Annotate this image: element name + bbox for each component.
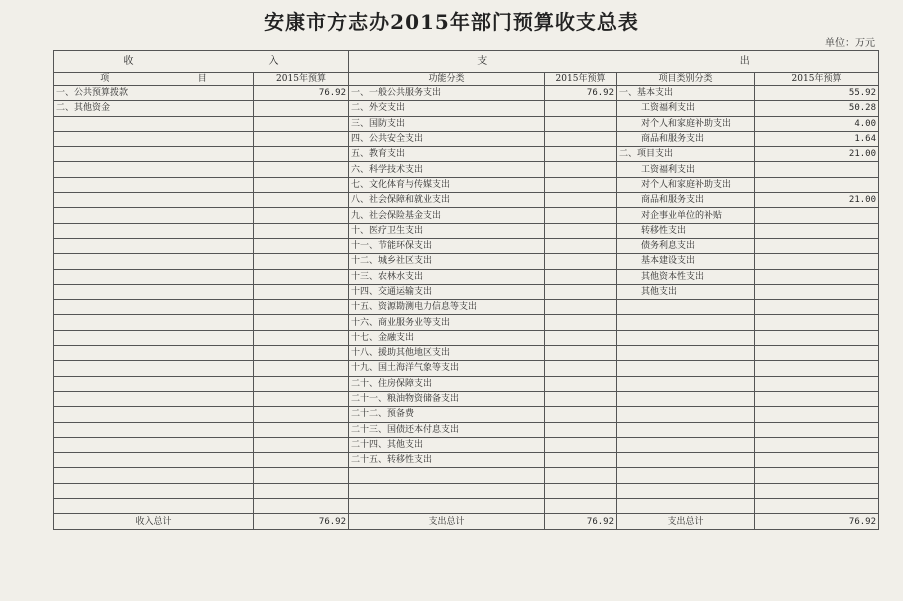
table-row — [54, 147, 879, 162]
category-item-cell: 商品和服务支出 — [617, 193, 755, 208]
category-item-cell: 对个人和家庭补助支出 — [617, 177, 755, 192]
income-value-cell — [254, 300, 349, 315]
category-item-cell — [617, 315, 755, 330]
category-item-cell — [617, 468, 755, 483]
function-item-cell: 二十四、其他支出 — [349, 437, 545, 452]
income-value-cell — [254, 346, 349, 361]
income-value-cell — [254, 162, 349, 177]
table-row — [54, 407, 879, 422]
category-item-cell: 其他支出 — [617, 284, 755, 299]
table-row — [54, 223, 879, 238]
income-item-cell — [54, 407, 254, 422]
category-value-cell — [755, 422, 879, 437]
category-value-cell: 55.92 — [755, 86, 879, 101]
income-header: 收 入 — [54, 51, 349, 73]
function-item-cell: 十一、节能环保支出 — [349, 238, 545, 253]
income-value-cell — [254, 361, 349, 376]
income-item-cell — [54, 254, 254, 269]
income-item-cell — [54, 131, 254, 146]
income-item-cell — [54, 300, 254, 315]
function-value-cell — [545, 162, 617, 177]
function-value-cell — [545, 499, 617, 514]
table-row — [54, 376, 879, 391]
income-total-label: 收入总计 — [54, 514, 254, 530]
function-value-cell — [545, 177, 617, 192]
income-value-cell — [254, 376, 349, 391]
table-row — [54, 315, 879, 330]
function-value-cell — [545, 116, 617, 131]
category-value-cell: 21.00 — [755, 193, 879, 208]
income-item-cell — [54, 162, 254, 177]
function-value-cell — [545, 483, 617, 498]
function-value-cell: 76.92 — [545, 86, 617, 101]
col-budget-income-header: 2015年预算 — [254, 73, 349, 86]
category-item-cell — [617, 346, 755, 361]
income-value-cell — [254, 101, 349, 116]
income-value-cell — [254, 208, 349, 223]
category-item-cell — [617, 483, 755, 498]
function-value-cell — [545, 131, 617, 146]
function-item-cell: 十五、资源勘测电力信息等支出 — [349, 300, 545, 315]
income-item-cell — [54, 376, 254, 391]
income-item-cell — [54, 346, 254, 361]
category-value-cell: 21.00 — [755, 147, 879, 162]
function-value-cell — [545, 361, 617, 376]
income-item-cell — [54, 453, 254, 468]
table-row — [54, 391, 879, 406]
category-value-cell — [755, 162, 879, 177]
table-row — [54, 453, 879, 468]
income-value-cell: 76.92 — [254, 86, 349, 101]
function-value-cell — [545, 254, 617, 269]
income-item-cell — [54, 361, 254, 376]
table-row — [54, 162, 879, 177]
table-row — [54, 346, 879, 361]
function-value-cell — [545, 101, 617, 116]
table-row — [54, 116, 879, 131]
table-row — [54, 483, 879, 498]
income-value-cell — [254, 437, 349, 452]
function-value-cell — [545, 238, 617, 253]
category-value-cell — [755, 269, 879, 284]
table-row — [54, 238, 879, 253]
function-item-cell: 二十五、转移性支出 — [349, 453, 545, 468]
function-value-cell — [545, 468, 617, 483]
col-cat-header: 项目类别分类 — [617, 73, 755, 86]
category-total-label: 支出总计 — [617, 514, 755, 530]
category-item-cell: 对个人和家庭补助支出 — [617, 116, 755, 131]
category-item-cell — [617, 330, 755, 345]
table-row — [54, 330, 879, 345]
income-item-cell — [54, 208, 254, 223]
category-value-cell — [755, 407, 879, 422]
category-value-cell — [755, 330, 879, 345]
function-item-cell: 八、社会保障和就业支出 — [349, 193, 545, 208]
table-row — [54, 300, 879, 315]
function-item-cell: 三、国防支出 — [349, 116, 545, 131]
category-value-cell — [755, 284, 879, 299]
table-row — [54, 193, 879, 208]
function-value-cell — [545, 208, 617, 223]
income-value-cell — [254, 315, 349, 330]
income-item-cell — [54, 391, 254, 406]
function-item-cell: 六、科学技术支出 — [349, 162, 545, 177]
function-value-cell — [545, 269, 617, 284]
function-value-cell — [545, 422, 617, 437]
income-value-cell — [254, 391, 349, 406]
function-value-cell — [545, 223, 617, 238]
income-value-cell — [254, 468, 349, 483]
function-value-cell — [545, 147, 617, 162]
category-item-cell — [617, 499, 755, 514]
income-value-cell — [254, 131, 349, 146]
function-total-label: 支出总计 — [349, 514, 545, 530]
income-value-cell — [254, 453, 349, 468]
table-row — [54, 86, 879, 101]
category-value-cell — [755, 300, 879, 315]
category-item-cell: 工资福利支出 — [617, 101, 755, 116]
function-value-cell — [545, 376, 617, 391]
category-value-cell — [755, 238, 879, 253]
income-item-cell — [54, 483, 254, 498]
income-item-cell: 一、公共预算拨款 — [54, 86, 254, 101]
function-item-cell — [349, 499, 545, 514]
category-total-value: 76.92 — [755, 514, 879, 530]
income-value-cell — [254, 116, 349, 131]
income-item-cell — [54, 284, 254, 299]
footer-row — [54, 514, 879, 530]
income-item-cell — [54, 238, 254, 253]
unit-label: 单位：万元 — [825, 38, 875, 49]
category-value-cell: 1.64 — [755, 131, 879, 146]
category-value-cell — [755, 254, 879, 269]
function-value-cell — [545, 284, 617, 299]
income-value-cell — [254, 223, 349, 238]
category-item-cell: 债务利息支出 — [617, 238, 755, 253]
category-value-cell: 50.28 — [755, 101, 879, 116]
function-item-cell — [349, 468, 545, 483]
category-item-cell — [617, 422, 755, 437]
category-item-cell: 商品和服务支出 — [617, 131, 755, 146]
col-func-header: 功能分类 — [349, 73, 545, 86]
category-item-cell: 其他资本性支出 — [617, 269, 755, 284]
category-item-cell: 一、基本支出 — [617, 86, 755, 101]
category-item-cell: 二、项目支出 — [617, 147, 755, 162]
table-row — [54, 437, 879, 452]
function-item-cell — [349, 483, 545, 498]
income-value-cell — [254, 483, 349, 498]
category-value-cell — [755, 376, 879, 391]
income-value-cell — [254, 177, 349, 192]
function-item-cell: 四、公共安全支出 — [349, 131, 545, 146]
function-total-value: 76.92 — [545, 514, 617, 530]
table-row — [54, 101, 879, 116]
income-item-cell — [54, 177, 254, 192]
table-row — [54, 177, 879, 192]
function-item-cell: 二、外交支出 — [349, 101, 545, 116]
income-value-cell — [254, 407, 349, 422]
category-item-cell — [617, 391, 755, 406]
table-row — [54, 499, 879, 514]
category-item-cell — [617, 300, 755, 315]
function-item-cell: 十、医疗卫生支出 — [349, 223, 545, 238]
category-value-cell — [755, 177, 879, 192]
table-row — [54, 269, 879, 284]
expense-header: 支 出 — [349, 51, 879, 73]
income-item-cell: 二、其他资金 — [54, 101, 254, 116]
category-value-cell: 4.00 — [755, 116, 879, 131]
function-value-cell — [545, 315, 617, 330]
category-item-cell: 对企事业单位的补贴 — [617, 208, 755, 223]
function-item-cell: 五、教育支出 — [349, 147, 545, 162]
income-value-cell — [254, 254, 349, 269]
function-item-cell: 九、社会保险基金支出 — [349, 208, 545, 223]
category-item-cell: 转移性支出 — [617, 223, 755, 238]
table-row — [54, 422, 879, 437]
function-item-cell: 十四、交通运输支出 — [349, 284, 545, 299]
function-value-cell — [545, 346, 617, 361]
category-item-cell — [617, 407, 755, 422]
category-item-cell — [617, 437, 755, 452]
category-value-cell — [755, 468, 879, 483]
category-item-cell — [617, 376, 755, 391]
income-item-cell — [54, 330, 254, 345]
category-value-cell — [755, 453, 879, 468]
category-value-cell — [755, 361, 879, 376]
income-value-cell — [254, 422, 349, 437]
category-item-cell: 工资福利支出 — [617, 162, 755, 177]
function-item-cell: 二十、住房保障支出 — [349, 376, 545, 391]
category-value-cell — [755, 483, 879, 498]
function-item-cell: 十八、援助其他地区支出 — [349, 346, 545, 361]
income-item-cell — [54, 193, 254, 208]
table-row — [54, 468, 879, 483]
income-value-cell — [254, 269, 349, 284]
category-item-cell — [617, 453, 755, 468]
col-item-header: 项 目 — [54, 73, 254, 86]
income-value-cell — [254, 193, 349, 208]
category-value-cell — [755, 346, 879, 361]
function-item-cell: 二十三、国债还本付息支出 — [349, 422, 545, 437]
category-value-cell — [755, 208, 879, 223]
category-item-cell: 基本建设支出 — [617, 254, 755, 269]
category-value-cell — [755, 391, 879, 406]
budget-table — [53, 50, 879, 530]
function-value-cell — [545, 330, 617, 345]
table-row — [54, 131, 879, 146]
table-row — [54, 254, 879, 269]
col-budget-cat-header: 2015年预算 — [755, 73, 879, 86]
table-row — [54, 361, 879, 376]
income-value-cell — [254, 238, 349, 253]
table-row — [54, 208, 879, 223]
col-budget-func-header: 2015年预算 — [545, 73, 617, 86]
function-value-cell — [545, 453, 617, 468]
category-value-cell — [755, 315, 879, 330]
income-value-cell — [254, 330, 349, 345]
category-value-cell — [755, 437, 879, 452]
function-item-cell: 七、文化体育与传媒支出 — [349, 177, 545, 192]
function-item-cell: 十七、金融支出 — [349, 330, 545, 345]
income-item-cell — [54, 269, 254, 284]
function-value-cell — [545, 300, 617, 315]
category-item-cell — [617, 361, 755, 376]
function-item-cell: 十三、农林水支出 — [349, 269, 545, 284]
function-item-cell: 十二、城乡社区支出 — [349, 254, 545, 269]
category-value-cell — [755, 499, 879, 514]
income-item-cell — [54, 422, 254, 437]
income-item-cell — [54, 147, 254, 162]
income-item-cell — [54, 468, 254, 483]
income-item-cell — [54, 437, 254, 452]
page-title: 安康市方志办2015年部门预算收支总表 — [264, 10, 639, 34]
income-value-cell — [254, 147, 349, 162]
income-total-value: 76.92 — [254, 514, 349, 530]
function-item-cell: 二十一、粮油物资储备支出 — [349, 391, 545, 406]
header-row-2 — [54, 73, 879, 86]
function-item-cell: 二十二、预备费 — [349, 407, 545, 422]
function-value-cell — [545, 437, 617, 452]
function-item-cell: 十六、商业服务业等支出 — [349, 315, 545, 330]
function-item-cell: 十九、国土海洋气象等支出 — [349, 361, 545, 376]
category-value-cell — [755, 223, 879, 238]
income-item-cell — [54, 116, 254, 131]
income-item-cell — [54, 223, 254, 238]
function-item-cell: 一、一般公共服务支出 — [349, 86, 545, 101]
function-value-cell — [545, 391, 617, 406]
income-value-cell — [254, 499, 349, 514]
income-item-cell — [54, 499, 254, 514]
income-value-cell — [254, 284, 349, 299]
function-value-cell — [545, 193, 617, 208]
header-row-1 — [54, 51, 879, 73]
table-row — [54, 284, 879, 299]
income-item-cell — [54, 315, 254, 330]
function-value-cell — [545, 407, 617, 422]
